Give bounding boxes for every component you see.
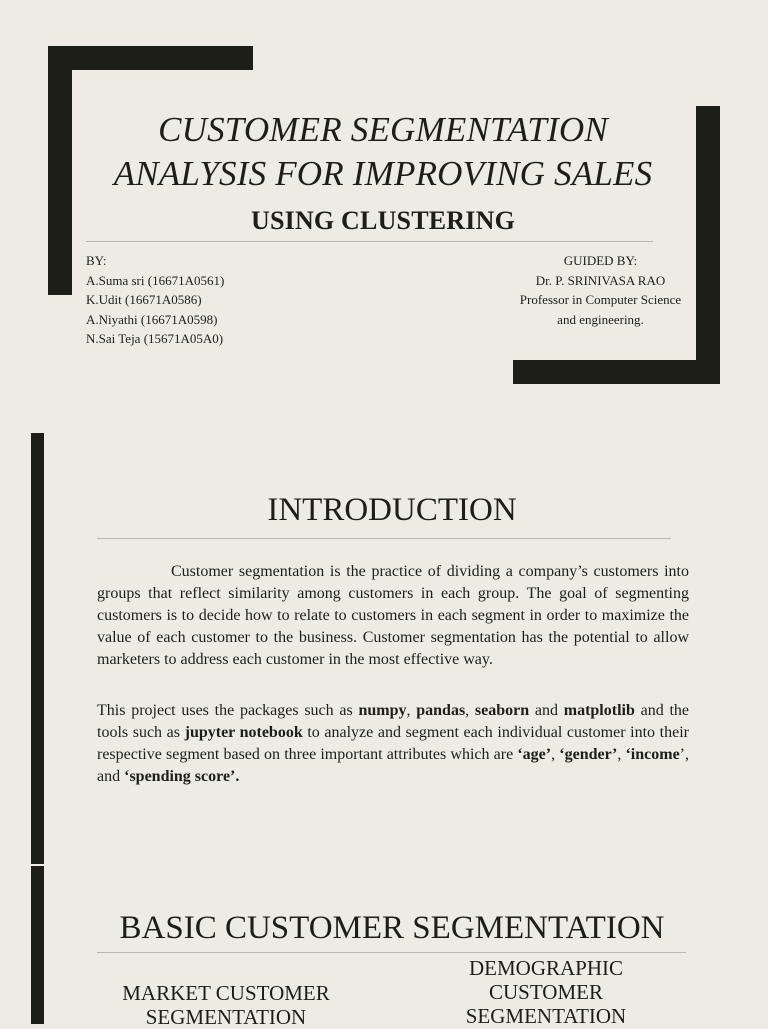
attribute-age: ‘age’: [517, 746, 552, 763]
p2-text: ,: [617, 746, 626, 763]
demographic-line-2: CUSTOMER: [489, 980, 603, 1004]
intro-paragraph-2: [97, 700, 689, 788]
title-divider: [86, 241, 653, 242]
author-line: A.Suma sri (16671A0561): [86, 272, 225, 288]
introduction-divider: [97, 538, 671, 539]
author-line: A.Niyathi (16671A0598): [86, 311, 218, 327]
p2-text: This project uses the packages such as: [97, 702, 359, 719]
guide-label: GUIDED BY:: [563, 253, 638, 268]
demographic-line-3: SEGMENTATION: [465, 1004, 627, 1028]
frame-bar-right: [696, 106, 720, 384]
market-line-2: SEGMENTATION: [145, 1005, 307, 1029]
p2-text: ’, and: [97, 746, 689, 785]
title-main: CUSTOMER SEGMENTATION ANALYSIS FOR IMPROVING SALES: [113, 110, 653, 193]
attribute-gender: ‘gender’: [559, 746, 618, 763]
author-line: N.Sai Teja (15671A05A0): [86, 331, 224, 346]
title-subtitle: USING CLUSTERING: [251, 206, 515, 235]
authors-block: [86, 251, 224, 349]
p2-text: to analyze and segment each individual customer into their respective segment based on three important attributes which are: [97, 724, 689, 763]
p2-text: and the tools such as: [97, 702, 690, 741]
intro-paragraph-1: Customer segmentation is the practice of dividing a company’s customers into groups that reflect similarity among customers in each group. The goal of segmenting customers is to decide how to relate to customers in each segment in order to maximize the value of each customer to the business. Customer segmentation has the potential to allow marketers to address each customer in the most effective way.: [97, 563, 689, 668]
package-pandas: pandas: [416, 702, 466, 719]
frame-bar-bottom-right: [513, 360, 720, 384]
attribute-spending-score: ‘spending score’.: [124, 768, 240, 785]
author-line: K.Udit (16671A0586): [86, 292, 202, 307]
basic-segmentation-divider: [97, 952, 686, 953]
guide-name: Dr. P. SRINIVASA RAO: [535, 272, 666, 288]
p2-text: ,: [465, 702, 475, 719]
tool-jupyter-notebook: jupyter notebook: [184, 724, 303, 741]
p2-text: ,: [406, 702, 417, 719]
guide-title-line1: Professor in Computer Science: [519, 292, 682, 307]
p2-text: ,: [551, 746, 560, 763]
package-matplotlib: matplotlib: [563, 702, 635, 719]
frame-bar-top-left: [48, 46, 253, 70]
slide-left-bar: [31, 433, 44, 864]
guide-title-line2: and engineering.: [557, 311, 644, 327]
demographic-segmentation-box: [420, 956, 672, 1028]
by-label: BY:: [86, 253, 107, 268]
package-seaborn: seaborn: [474, 702, 530, 719]
slide-title: [110, 108, 656, 243]
attribute-income: ‘income: [625, 746, 680, 763]
slide-left-bar: [31, 866, 44, 1024]
p2-text: and: [529, 702, 564, 719]
market-segmentation-box: [96, 981, 356, 1029]
introduction-heading: INTRODUCTION: [267, 492, 517, 528]
frame-bar-left: [48, 46, 72, 295]
package-numpy: numpy: [358, 702, 407, 719]
basic-segmentation-heading: BASIC CUSTOMER SEGMENTATION: [119, 910, 665, 946]
market-line-1: MARKET CUSTOMER: [122, 981, 330, 1005]
guide-block: [503, 251, 698, 329]
demographic-line-1: DEMOGRAPHIC: [468, 956, 623, 980]
